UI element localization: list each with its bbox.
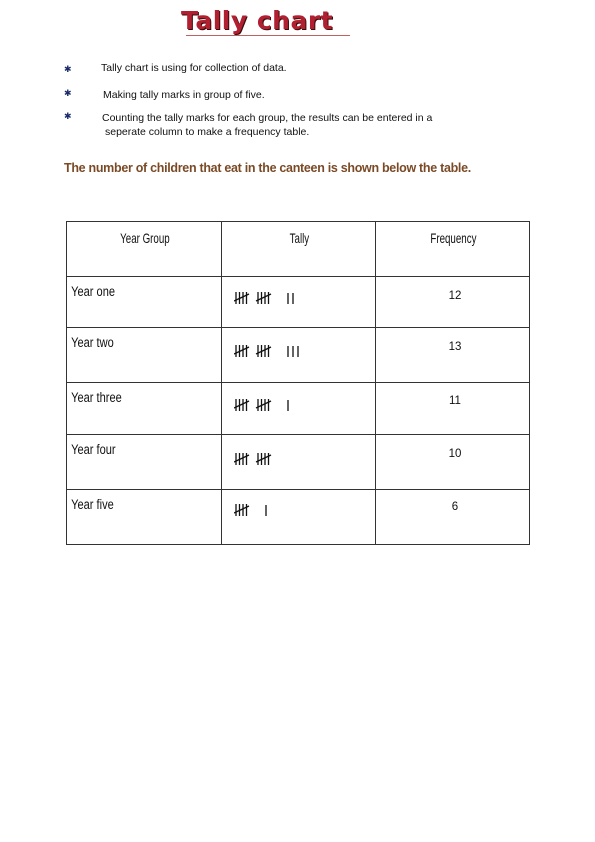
table-row (67, 383, 530, 435)
header-frequency: Frequency (387, 222, 518, 277)
tally-cell (222, 383, 376, 435)
title-underline (186, 35, 350, 36)
frequency-cell: 6 (376, 490, 530, 545)
asterisk-icon: ✱ (64, 111, 72, 121)
table-row (67, 490, 530, 545)
year-group-cell: Year two (67, 328, 222, 383)
tally-marks (234, 396, 364, 416)
tally-marks (234, 342, 364, 362)
asterisk-icon: ✱ (64, 88, 72, 98)
table-row (67, 435, 530, 490)
year-group-cell: Year five (67, 490, 222, 545)
bullet-text-3-cont: seperate column to make a frequency table. (105, 126, 310, 138)
header-year-group: Year Group (78, 222, 210, 277)
tally-cell (222, 490, 376, 545)
header-tally: Tally (233, 222, 364, 277)
tally-cell (222, 435, 376, 490)
frequency-cell: 12 (376, 277, 530, 328)
tally-table (66, 221, 530, 545)
year-group-cell: Year three (67, 383, 222, 435)
tally-marks (234, 289, 364, 309)
table-row (67, 277, 530, 328)
frequency-cell: 13 (376, 328, 530, 383)
frequency-cell: 10 (376, 435, 530, 490)
year-group-cell: Year one (67, 277, 222, 328)
tally-cell (222, 277, 376, 328)
frequency-cell: 11 (376, 383, 530, 435)
year-group-cell: Year four (67, 435, 222, 490)
table-header-row (67, 222, 530, 277)
page-title: Tally chart (181, 6, 334, 35)
table-caption: The number of children that eat in the canteen is shown below the table. (64, 161, 471, 175)
bullet-text-2: Making tally marks in group of five. (103, 89, 265, 101)
tally-cell (222, 328, 376, 383)
bullet-text-3: Counting the tally marks for each group, the results can be entered in a (102, 112, 433, 124)
asterisk-icon: ✱ (64, 64, 72, 74)
bullet-text-1: Tally chart is using for collection of data. (101, 62, 287, 74)
tally-marks (234, 450, 364, 470)
tally-marks (234, 501, 364, 521)
table-row (67, 328, 530, 383)
